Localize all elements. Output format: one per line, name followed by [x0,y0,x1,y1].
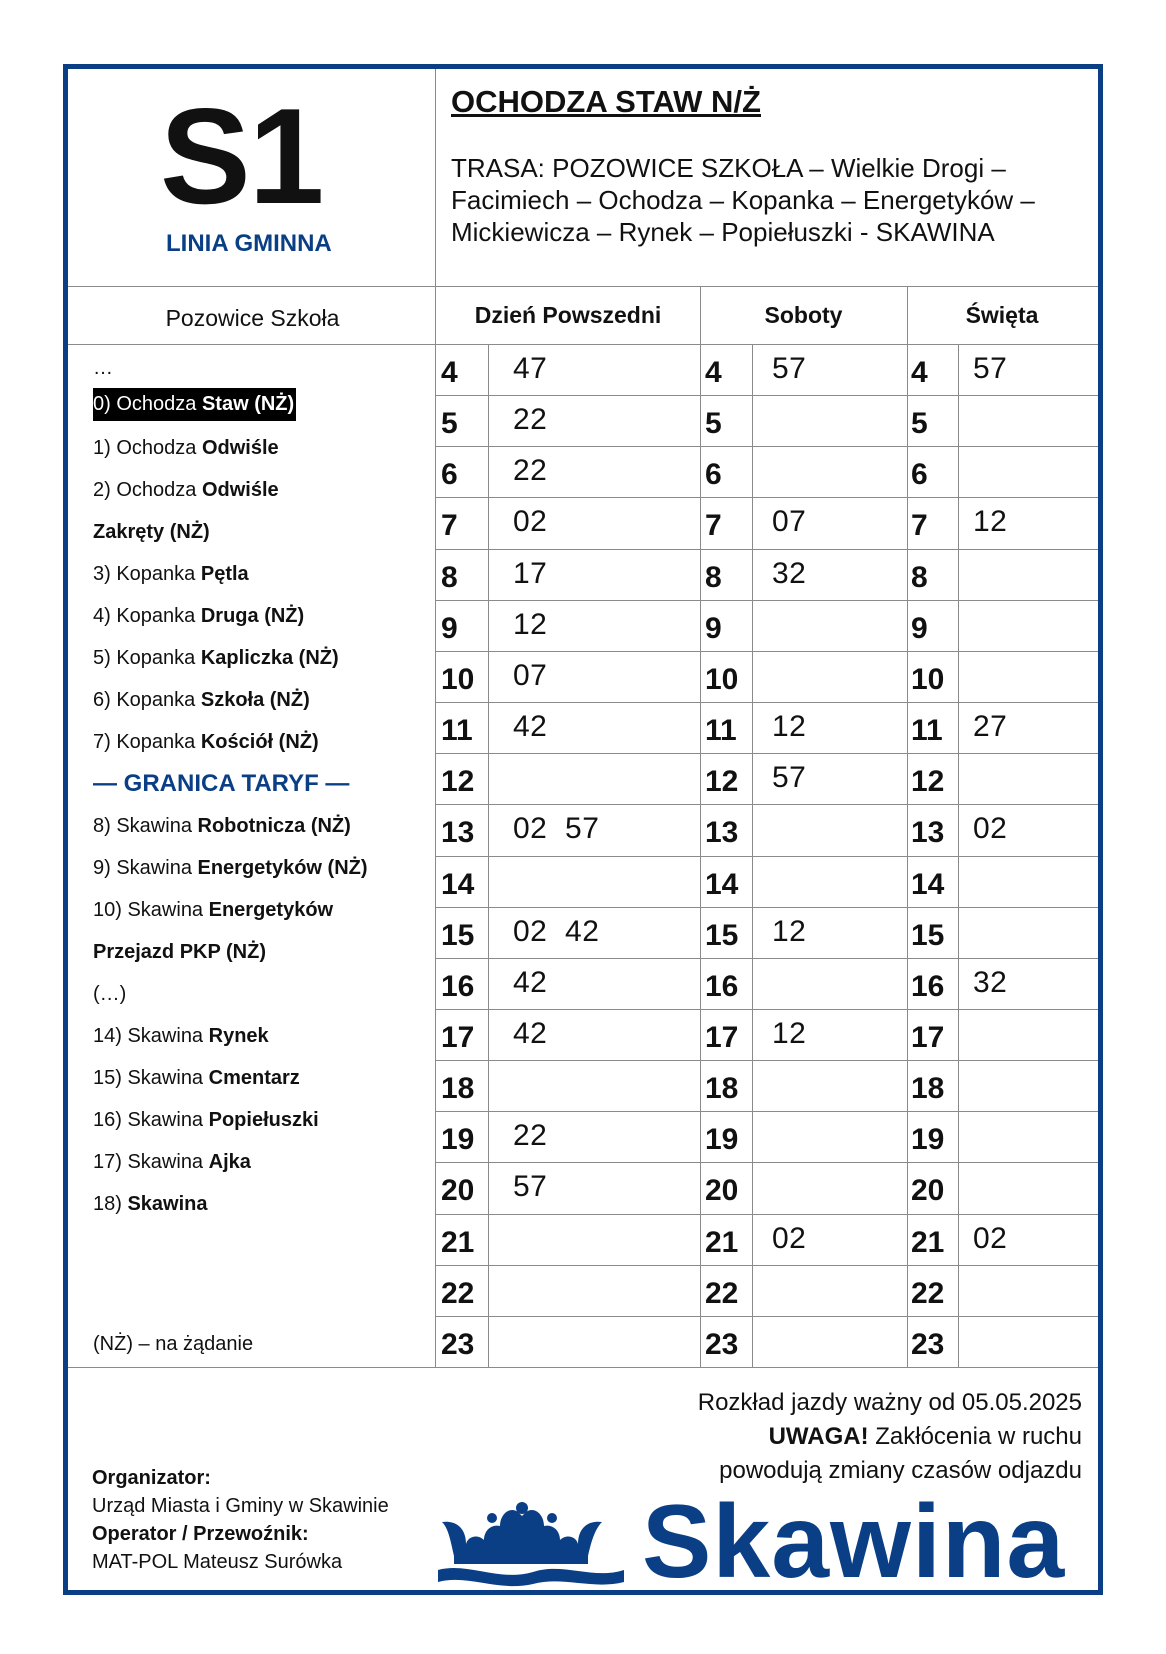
validity-notice [698,1386,1082,1488]
hour-cell: 12 [705,765,739,798]
hour-cell: 16 [911,970,945,1003]
hour-cell: 8 [911,561,928,594]
hour-cell: 22 [441,1277,475,1310]
hour-cell: 5 [705,407,722,440]
stop-item: 1) Ochodza Odwiśle [93,437,279,459]
column-holiday: Święta [965,302,1039,328]
divider [68,344,1098,345]
column-saturday: Soboty [764,302,843,328]
stop-item: 2) Ochodza Odwiśle [93,479,279,501]
stop-item: 9) Skawina Energetyków (NŻ) [93,857,368,879]
hour-cell: 7 [705,509,722,542]
departure-minutes: 57 [513,1170,548,1203]
hour-cell: 5 [441,407,458,440]
stop-item: … [93,357,113,379]
departure-minutes: 22 [513,454,548,487]
hour-cell: 16 [441,970,475,1003]
departure-minutes: 12 [973,505,1008,538]
hour-cell: 19 [441,1123,475,1156]
departure-minutes: 12 [513,608,548,641]
hour-cell: 8 [441,561,458,594]
stop-item-current: 0) Ochodza Staw (NŻ) [93,388,296,421]
hour-cell: 19 [705,1123,739,1156]
divider [436,1316,1098,1317]
stop-item: 15) Skawina Cmentarz [93,1067,300,1089]
hour-cell: 15 [911,919,945,952]
stops-header: Pozowice Szkoła [165,305,340,331]
stop-item: 16) Skawina Popiełuszki [93,1109,319,1131]
departure-minutes: 07 [513,659,548,692]
divider [436,753,1098,754]
hour-cell: 18 [705,1072,739,1105]
departure-minutes: 02 57 [513,812,600,845]
divider [700,286,701,1367]
hour-cell: 23 [705,1328,739,1361]
hour-cell: 6 [911,458,928,491]
hour-cell: 6 [705,458,722,491]
hour-cell: 7 [911,509,928,542]
hour-cell: 22 [705,1277,739,1310]
divider [907,286,908,1367]
departure-minutes: 47 [513,352,548,385]
crown-icon [438,1500,628,1593]
divider [436,1265,1098,1266]
hour-cell: 15 [705,919,739,952]
departure-minutes: 17 [513,557,548,590]
hour-cell: 5 [911,407,928,440]
hour-cell: 23 [441,1328,475,1361]
hour-cell: 9 [705,612,722,645]
stop-item: (…) [93,983,127,1005]
divider [68,1367,1098,1368]
hour-cell: 17 [911,1021,945,1054]
route-label: TRASA: [451,153,553,183]
hour-cell: 9 [911,612,928,645]
departure-minutes: 02 [973,812,1008,845]
stop-title: OCHODZA STAW N/Ż [451,84,761,119]
divider [436,804,1098,805]
hour-cell: 17 [441,1021,475,1054]
hour-cell: 13 [441,816,475,849]
hour-cell: 14 [911,868,945,901]
hour-cell: 4 [441,356,458,389]
hour-cell: 6 [441,458,458,491]
hour-cell: 21 [705,1226,739,1259]
divider [436,856,1098,857]
stop-item: 6) Kopanka Szkoła (NŻ) [93,689,310,711]
hour-cell: 20 [705,1174,739,1207]
warning: UWAGA! Zakłócenia w ruchu [768,1423,1082,1450]
departure-minutes: 02 [973,1222,1008,1255]
hour-cell: 18 [911,1072,945,1105]
stop-item: 17) Skawina Ajka [93,1151,251,1173]
hour-cell: 14 [441,868,475,901]
stop-item: 4) Kopanka Druga (NŻ) [93,605,305,627]
divider [436,600,1098,601]
departure-minutes: 42 [513,966,548,999]
hour-cell: 13 [705,816,739,849]
tariff-boundary: — GRANICA TARYF — [93,770,350,797]
departure-minutes: 32 [772,557,807,590]
hour-cell: 12 [911,765,945,798]
hour-cell: 13 [911,816,945,849]
departure-minutes: 57 [772,761,807,794]
stop-item: 8) Skawina Robotnicza (NŻ) [93,815,351,837]
departure-minutes: 27 [973,710,1008,743]
stop-item: 7) Kopanka Kościół (NŻ) [93,731,319,753]
hour-cell: 8 [705,561,722,594]
departure-minutes: 42 [513,710,548,743]
departure-minutes: 12 [772,1017,807,1050]
hour-cell: 10 [705,663,739,696]
stop-item: Zakręty (NŻ) [93,521,210,543]
hour-cell: 14 [705,868,739,901]
hour-cell: 21 [441,1226,475,1259]
divider [435,69,436,1367]
divider [436,958,1098,959]
stop-item: 14) Skawina Rynek [93,1025,269,1047]
hour-cell: 15 [441,919,475,952]
divider [68,286,1098,287]
departure-minutes: 57 [772,352,807,385]
hour-cell: 19 [911,1123,945,1156]
divider [436,651,1098,652]
hour-cell: 9 [441,612,458,645]
organizer-block [92,1464,389,1576]
organizer-name: Urząd Miasta i Gminy w Skawinie [92,1495,389,1517]
column-weekday: Dzień Powszedni [474,302,662,328]
hour-cell: 20 [441,1174,475,1207]
departure-minutes: 02 42 [513,915,600,948]
departure-minutes: 22 [513,1119,548,1152]
stop-item: 18) Skawina [93,1193,208,1215]
operator-label: Operator / Przewoźnik: [92,1523,309,1545]
hour-cell: 21 [911,1226,945,1259]
warning-line2: powodują zmiany czasów odjazdu [719,1457,1082,1484]
route-description [451,152,1081,248]
departure-minutes: 57 [973,352,1008,385]
valid-from: Rozkład jazdy ważny od 05.05.2025 [697,1389,1082,1416]
hour-cell: 4 [911,356,928,389]
divider [436,497,1098,498]
line-number: S1 [160,80,323,232]
divider [436,1214,1098,1215]
hour-cell: 16 [705,970,739,1003]
stop-item: 10) Skawina Energetyków [93,899,334,921]
hour-cell: 11 [705,714,737,747]
hour-cell: 18 [441,1072,475,1105]
hour-cell: 10 [441,663,475,696]
departure-minutes: 32 [973,966,1008,999]
divider [436,907,1098,908]
hour-cell: 7 [441,509,458,542]
legend-on-request: (NŻ) – na żądanie [93,1333,254,1355]
hour-cell: 22 [911,1277,945,1310]
divider [436,1060,1098,1061]
brand-wordmark: Skawina [642,1484,1066,1600]
departure-minutes: 02 [513,505,548,538]
divider [436,1162,1098,1163]
hour-cell: 12 [441,765,475,798]
departure-minutes: 12 [772,710,807,743]
hour-cell: 20 [911,1174,945,1207]
organizer-label: Organizator: [92,1467,211,1489]
departure-minutes: 07 [772,505,807,538]
departure-minutes: 02 [772,1222,807,1255]
departure-minutes: 22 [513,403,548,436]
divider [436,395,1098,396]
divider [436,446,1098,447]
stop-item: Przejazd PKP (NŻ) [93,941,266,963]
line-type: LINIA GMINNA [166,230,332,257]
hour-cell: 4 [705,356,722,389]
hour-cell: 11 [911,714,943,747]
hour-cell: 17 [705,1021,739,1054]
divider [436,702,1098,703]
divider [436,549,1098,550]
route-text: POZOWICE SZKOŁA – Wielkie Drogi – Facimiech – Ochodza – Kopanka – Energetyków – Mickiewicza – Rynek – Popiełuszki - SKAWINA [451,153,1035,247]
hour-cell: 23 [911,1328,945,1361]
divider [436,1111,1098,1112]
stop-item: 3) Kopanka Pętla [93,563,249,585]
stop-item: 5) Kopanka Kapliczka (NŻ) [93,647,339,669]
departure-minutes: 12 [772,915,807,948]
divider [436,1009,1098,1010]
departure-minutes: 42 [513,1017,548,1050]
hour-cell: 11 [441,714,473,747]
operator-name: MAT-POL Mateusz Surówka [92,1551,343,1573]
hour-cell: 10 [911,663,945,696]
